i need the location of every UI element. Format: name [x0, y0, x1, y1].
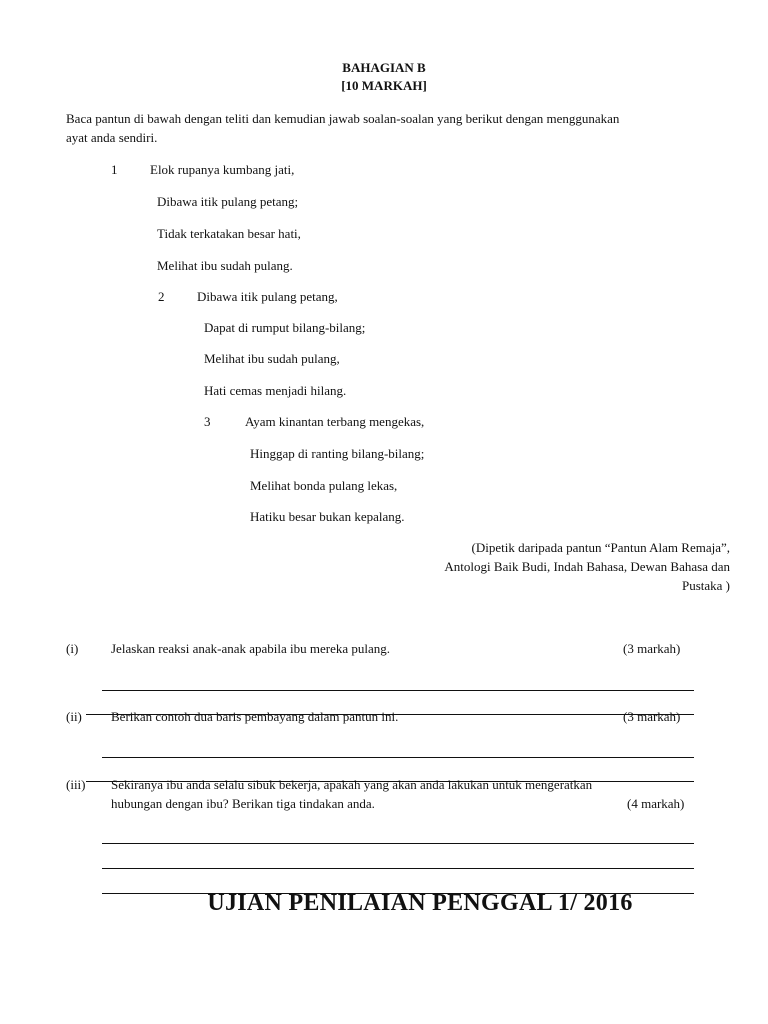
- stanza-line: Dapat di rumput bilang-bilang;: [204, 320, 366, 335]
- section-marks: [10 MARKAH]: [341, 78, 427, 93]
- question-number: (ii): [66, 709, 82, 724]
- question-number: (i): [66, 641, 79, 656]
- instruction-line-2: ayat anda sendiri.: [66, 130, 158, 145]
- section-heading: BAHAGIAN B: [342, 60, 426, 75]
- source-line-1: (Dipetik daripada pantun “Pantun Alam Remaja”,: [471, 540, 730, 555]
- stanza-line: Ayam kinantan terbang mengekas,: [245, 414, 425, 429]
- stanza-line: Dibawa itik pulang petang;: [157, 194, 299, 209]
- instruction-line-1: Baca pantun di bawah dengan teliti dan kemudian jawab soalan-soalan yang berikut dengan menggunakan: [66, 111, 620, 126]
- answer-line[interactable]: [102, 757, 694, 758]
- strike-line: [86, 781, 694, 782]
- question-text: Berikan contoh dua baris pembayang dalam pantun ini.: [111, 709, 399, 724]
- source-line-2: Antologi Baik Budi, Indah Bahasa, Dewan Bahasa dan: [444, 559, 730, 574]
- question-marks: (3 markah): [623, 641, 681, 656]
- question-text-line-1: Sekiranya ibu anda selalu sibuk bekerja, apakah yang akan anda lakukan untuk mengeratkan: [111, 777, 593, 792]
- stanza-line: Hatiku besar bukan kepalang.: [250, 509, 405, 524]
- answer-line[interactable]: [102, 690, 694, 691]
- stanza-line: Melihat ibu sudah pulang.: [157, 258, 293, 273]
- question-marks: (3 markah): [623, 709, 681, 724]
- answer-line[interactable]: [102, 868, 694, 869]
- answer-line[interactable]: [102, 843, 694, 844]
- stanza-line: Elok rupanya kumbang jati,: [150, 162, 295, 177]
- stanza-line: Melihat bonda pulang lekas,: [250, 478, 398, 493]
- stanza-number: 1: [111, 162, 118, 177]
- exam-title: UJIAN PENILAIAN PENGGAL 1/ 2016: [207, 890, 633, 916]
- question-text: Jelaskan reaksi anak-anak apabila ibu mereka pulang.: [111, 641, 391, 656]
- stanza-line: Tidak terkatakan besar hati,: [157, 226, 301, 241]
- stanza-line: Hati cemas menjadi hilang.: [204, 383, 347, 398]
- question-number: (iii): [66, 777, 86, 792]
- source-line-3: Pustaka ): [681, 578, 730, 593]
- question-marks: (4 markah): [627, 796, 685, 811]
- stanza-line: Hinggap di ranting bilang-bilang;: [250, 446, 425, 461]
- stanza-number: 2: [158, 289, 165, 304]
- stanza-number: 3: [204, 414, 211, 429]
- stanza-line: Melihat ibu sudah pulang,: [204, 351, 340, 366]
- stanza-line: Dibawa itik pulang petang,: [197, 289, 338, 304]
- strike-line: [86, 714, 694, 715]
- question-text-line-2: hubungan dengan ibu? Berikan tiga tindakan anda.: [111, 796, 375, 811]
